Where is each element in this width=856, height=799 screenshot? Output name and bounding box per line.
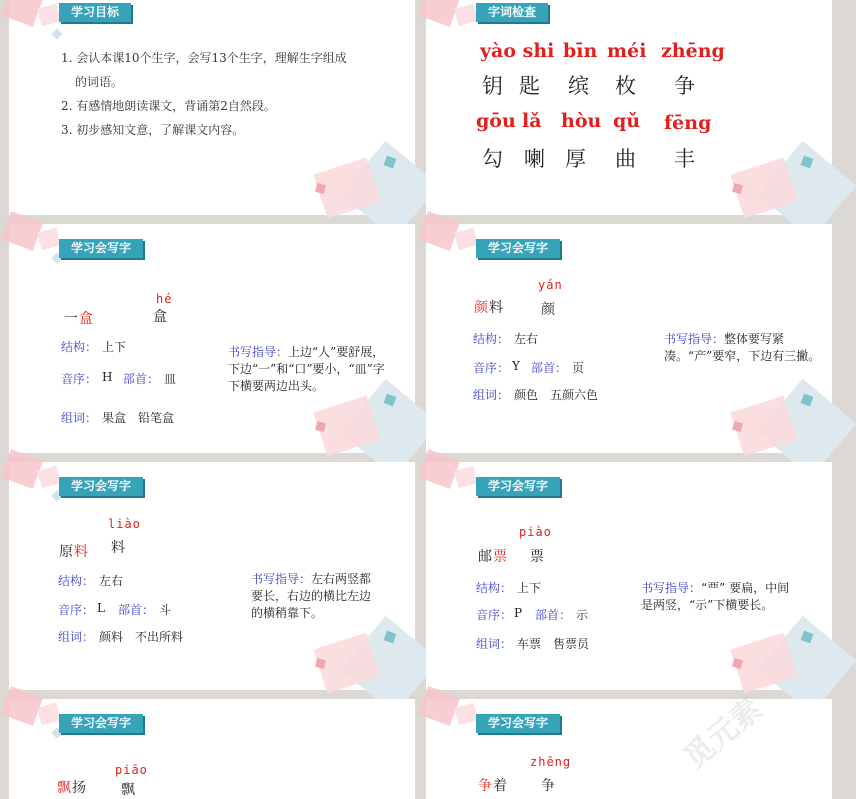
zuci-value: 果盒 铅笔盒 (102, 411, 175, 425)
char-la: 喇 (524, 147, 545, 171)
goal-1: 1. 会认本课10个生字，会写13个生字，理解生字组成 (61, 51, 347, 65)
target-char: 颜 (541, 302, 555, 318)
char-zheng: 争 (674, 74, 695, 98)
pinyin-feng: fēng (664, 112, 712, 134)
structure-value: 左右 (99, 574, 124, 588)
char-yao: 钥 (482, 74, 503, 98)
yinxu-label: 音序： (476, 608, 513, 622)
writing-guide (251, 571, 381, 622)
word-part-a: 争 (478, 778, 492, 794)
yinxu-value: L (97, 601, 105, 615)
structure-label: 结构： (61, 340, 98, 354)
target-char: 票 (530, 549, 544, 565)
bushou-value: 示 (576, 608, 589, 622)
yinxu-value: H (102, 370, 113, 384)
goal-1-cont: 的词语。 (75, 75, 124, 89)
slide-badge: 字词检查 (476, 3, 548, 22)
pinyin-zheng: zhēng (661, 40, 725, 62)
zuci-value: 颜料 不出所料 (99, 630, 184, 644)
bushou-label: 部首： (118, 603, 155, 617)
word-part-b: 票 (493, 549, 507, 565)
slide-char-he[interactable] (9, 224, 415, 453)
structure-label: 结构： (58, 574, 95, 588)
writing-guide (228, 344, 388, 395)
slide-word-check[interactable] (426, 0, 832, 215)
guide-text: “覀” 要扁，中间是两竖，“示”下横要长。 (641, 581, 790, 612)
target-char: 盒 (153, 309, 167, 325)
char-gou: 勾 (482, 147, 503, 171)
goal-3: 3. 初步感知文意，了解课文内容。 (61, 123, 245, 137)
pinyin-qu: qǔ (613, 110, 641, 132)
guide-text: 上边“人”要舒展，下边“一”和“口”要小，“皿”字下横要两边出头。 (228, 345, 385, 393)
word-part-b: 料 (489, 300, 503, 316)
yinxu-label: 音序： (61, 372, 98, 386)
pinyin-yaoshi: yào shi (480, 40, 555, 62)
slide-char-liao[interactable] (9, 462, 415, 690)
slide-badge: 学习目标 (59, 3, 131, 22)
yinxu-label: 音序： (473, 361, 510, 375)
char-pinyin: hé (156, 292, 173, 306)
slide-char-zheng[interactable] (426, 691, 832, 799)
structure-label: 结构： (476, 581, 513, 595)
char-shi: 匙 (519, 74, 540, 98)
bushou-value: 页 (572, 361, 585, 375)
bushou-label: 部首： (535, 608, 572, 622)
char-feng: 丰 (674, 147, 695, 171)
bushou-value: 斗 (159, 603, 172, 617)
word-part-a: 一 (64, 311, 78, 327)
pinyin-hou: hòu (561, 110, 602, 132)
zuci-label: 组词： (61, 411, 98, 425)
structure-value: 上下 (517, 581, 542, 595)
zuci-value: 颜色 五颜六色 (514, 388, 599, 402)
char-pinyin: piāo (115, 763, 148, 777)
bushou-label: 部首： (123, 372, 160, 386)
guide-label: 书写指导： (228, 345, 289, 359)
word-part-b: 扬 (72, 780, 86, 796)
slide-badge: 学习会写字 (476, 714, 560, 733)
word-part-b: 盒 (79, 311, 93, 327)
char-mei: 枚 (615, 74, 636, 98)
slide-char-piao[interactable] (426, 462, 832, 690)
bushou-value: 皿 (164, 372, 177, 386)
slide-badge: 学习会写字 (59, 239, 143, 258)
slide-badge: 学习会写字 (476, 239, 560, 258)
writing-guide (664, 331, 824, 365)
guide-label: 书写指导： (664, 332, 725, 346)
yinxu-value: P (514, 606, 523, 620)
structure-value: 上下 (102, 340, 127, 354)
yinxu-value: Y (512, 359, 520, 373)
char-pinyin: liào (108, 517, 141, 531)
word-part-b: 料 (74, 544, 88, 560)
guide-text: 整体要写紧凑。“产”要窄，下边有三撇。 (664, 332, 821, 363)
yinxu-label: 音序： (58, 603, 95, 617)
word-part-b: 着 (493, 778, 507, 794)
char-qu: 曲 (615, 147, 636, 171)
pinyin-la: lǎ (522, 110, 542, 132)
word-part-a: 原 (59, 544, 73, 560)
char-pinyin: piào (519, 525, 552, 539)
zuci-label: 组词： (473, 388, 510, 402)
goals-list (61, 46, 347, 142)
pinyin-gou: gōu (476, 110, 516, 132)
writing-guide (641, 580, 791, 614)
guide-label: 书写指导： (641, 581, 702, 595)
slide-badge: 学习会写字 (59, 714, 143, 733)
word-part-a: 颜 (474, 300, 488, 316)
slide-badge: 学习会写字 (476, 477, 560, 496)
word-part-a: 邮 (478, 549, 492, 565)
char-pinyin: yán (538, 278, 563, 292)
char-bin: 缤 (568, 74, 589, 98)
slide-char-yan[interactable] (426, 224, 832, 453)
structure-label: 结构： (473, 332, 510, 346)
zuci-label: 组词： (58, 630, 95, 644)
guide-label: 书写指导： (251, 572, 312, 586)
word-part-a: 飘 (57, 780, 71, 796)
watermark: 觅元素 (677, 691, 769, 777)
goal-2: 2. 有感情地朗读课文，背诵第2自然段。 (61, 99, 276, 113)
target-char: 飘 (121, 782, 135, 798)
char-hou: 厚 (565, 147, 586, 171)
target-char: 料 (111, 540, 125, 556)
guide-text: 左右两竖都要长，右边的横比左边的横稍靠下。 (251, 572, 372, 620)
zuci-label: 组词： (476, 637, 513, 651)
zuci-value: 车票 售票员 (517, 637, 590, 651)
slide-char-piao2[interactable] (9, 699, 415, 799)
char-pinyin: zhēng (530, 755, 572, 769)
pinyin-bin: bīn (563, 40, 598, 62)
slide-learning-goals[interactable] (9, 0, 415, 215)
structure-value: 左右 (514, 332, 539, 346)
target-char: 争 (541, 778, 555, 794)
slide-badge: 学习会写字 (59, 477, 143, 496)
bushou-label: 部首： (531, 361, 568, 375)
pinyin-mei: méi (607, 40, 647, 62)
